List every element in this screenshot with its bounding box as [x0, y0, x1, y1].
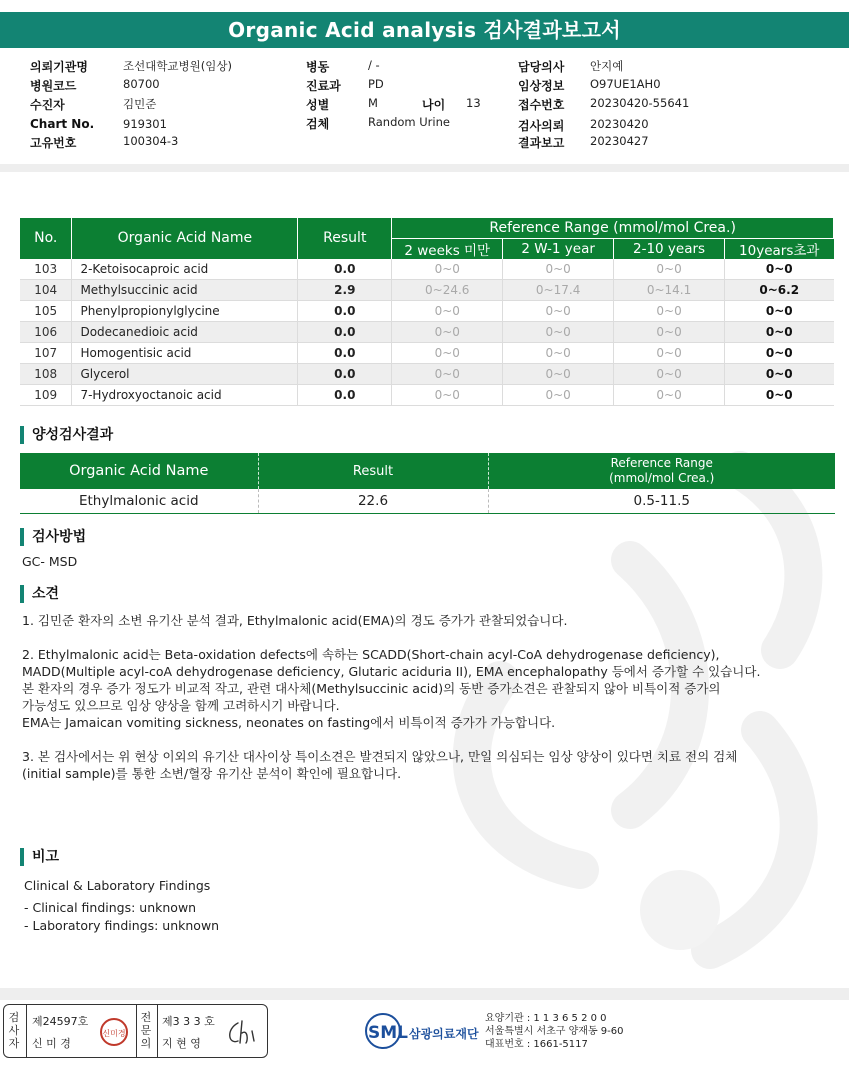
- test-date-label: 검사의뢰: [518, 119, 565, 133]
- row-range-4-cell: 0~0: [725, 343, 834, 364]
- row-range-1-cell: 0~24.6: [392, 280, 503, 301]
- opinion-line: EMA는 Jamaican vomiting sickness, neonates on fasting에서 비특이적 증가가 가능합니다.: [22, 715, 556, 730]
- age-value: 13: [466, 96, 481, 110]
- svg-text:SML: SML: [368, 1023, 408, 1043]
- row-name-cell: Glycerol: [72, 364, 298, 385]
- row-no-cell: 108: [20, 364, 72, 385]
- tester-name: 신 미 경: [32, 1037, 71, 1050]
- row-result-cell: 0.0: [298, 343, 392, 364]
- ward-label: 병동: [306, 60, 330, 74]
- tester-seal-icon: [99, 1017, 129, 1047]
- receipt-value: 20230420-55641: [590, 96, 690, 110]
- report-title: Organic Acid analysis 검사결과보고서: [0, 12, 849, 48]
- doctor-label: 담당의사: [518, 60, 565, 74]
- specialist-name: 지 현 영: [162, 1037, 201, 1050]
- table-row: [20, 259, 834, 280]
- table-row: [20, 489, 835, 513]
- org-address: 서울특별시 서초구 양재동 9-60: [485, 1026, 624, 1037]
- col-result: Result: [298, 218, 392, 259]
- row-name-cell: Dodecanedioic acid: [72, 322, 298, 343]
- row-range-2-cell: 0~0: [503, 343, 614, 364]
- chart-label: Chart No.: [30, 117, 95, 131]
- row-range-1-cell: 0~0: [392, 322, 503, 343]
- table-row: [20, 301, 834, 322]
- remarks-line-2: - Clinical findings: unknown: [24, 900, 197, 915]
- row-result-cell: 0.0: [298, 322, 392, 343]
- col-range-3: 2-10 years: [614, 238, 725, 259]
- report-date-value: 20230427: [590, 134, 649, 148]
- pos-col-reference: [488, 453, 835, 489]
- row-range-3-cell: 0~0: [614, 322, 725, 343]
- receipt-label: 접수번호: [518, 98, 565, 112]
- col-range-1: 2 weeks 미만: [392, 238, 503, 259]
- report-date-label: 결과보고: [518, 136, 565, 150]
- results-table: [20, 218, 834, 406]
- row-range-4-cell: 0~0: [725, 364, 834, 385]
- row-range-3-cell: 0~0: [614, 364, 725, 385]
- pos-name-cell: Ethylmalonic acid: [20, 489, 258, 513]
- row-result-cell: 0.0: [298, 259, 392, 280]
- org-code: 요양기관 : 1 1 3 6 5 2 0 0: [485, 1013, 607, 1024]
- svg-text:신미경: 신미경: [102, 1029, 126, 1038]
- col-range-4: 10years초과: [725, 238, 834, 259]
- row-no-cell: 105: [20, 301, 72, 322]
- method-section-title: 검사방법: [20, 528, 86, 546]
- institution-value: 조선대학교병원(임상): [123, 59, 232, 73]
- row-name-cell: 7-Hydroxyoctanoic acid: [72, 385, 298, 406]
- clinical-info-label: 임상정보: [518, 79, 565, 93]
- col-no: No.: [20, 218, 72, 259]
- patient-info: [0, 56, 849, 156]
- row-range-2-cell: 0~0: [503, 364, 614, 385]
- row-result-cell: 2.9: [298, 280, 392, 301]
- sex-label: 성별: [306, 98, 330, 112]
- row-range-4-cell: 0~0: [725, 301, 834, 322]
- footer-band: [0, 988, 849, 1000]
- opinion-line: 2. Ethylmalonic acid는 Beta-oxidation defects에 속하는 SCADD(Short-chain acyl-CoA dehydrogenase deficiency),: [22, 647, 720, 662]
- row-no-cell: 107: [20, 343, 72, 364]
- positive-results-table: [20, 453, 835, 514]
- specialist-label: 전 문 의: [140, 1011, 152, 1050]
- row-no-cell: 103: [20, 259, 72, 280]
- row-range-1-cell: 0~0: [392, 385, 503, 406]
- row-range-4-cell: 0~0: [725, 259, 834, 280]
- signature-box: [3, 1004, 268, 1058]
- opinion-body: [22, 612, 832, 782]
- row-no-cell: 109: [20, 385, 72, 406]
- separator-band: [0, 164, 849, 172]
- row-name-cell: Homogentisic acid: [72, 343, 298, 364]
- row-name-cell: Methylsuccinic acid: [72, 280, 298, 301]
- dept-label: 진료과: [306, 79, 341, 93]
- table-row: [20, 322, 834, 343]
- row-range-3-cell: 0~14.1: [614, 280, 725, 301]
- remarks-line-3: - Laboratory findings: unknown: [24, 918, 220, 933]
- sex-value: M: [368, 96, 378, 110]
- opinion-paragraph-1: 1. 김민준 환자의 소변 유기산 분석 결과, Ethylmalonic acid(EMA)의 경도 증가가 관찰되었습니다.: [22, 613, 568, 628]
- row-range-2-cell: 0~0: [503, 322, 614, 343]
- unique-id-label: 고유번호: [30, 136, 77, 150]
- row-range-1-cell: 0~0: [392, 301, 503, 322]
- row-range-4-cell: 0~0: [725, 322, 834, 343]
- row-result-cell: 0.0: [298, 364, 392, 385]
- specimen-label: 검체: [306, 117, 330, 131]
- tester-number: 제24597호: [32, 1015, 89, 1028]
- signature-icon: [224, 1015, 264, 1049]
- pos-result-cell: 22.6: [258, 489, 488, 513]
- table-row: [20, 280, 834, 301]
- table-row: [20, 364, 834, 385]
- org-phone: 대표번호 : 1661-5117: [485, 1039, 588, 1050]
- row-range-1-cell: 0~0: [392, 259, 503, 280]
- opinion-line: MADD(Multiple acyl-coA dehydrogenase deficiency, Glutaric aciduria II), EMA encephalopathy 등에서 증가할 수 있습니다.: [22, 664, 761, 679]
- org-info: [485, 1012, 624, 1051]
- row-name-cell: 2-Ketoisocaproic acid: [72, 259, 298, 280]
- patient-value: 김민준: [123, 97, 157, 111]
- age-label: 나이: [422, 98, 446, 112]
- col-name: Organic Acid Name: [72, 218, 298, 259]
- institution-label: 의뢰기관명: [30, 60, 88, 74]
- specimen-value: Random Urine: [368, 115, 450, 129]
- dept-value: PD: [368, 77, 384, 91]
- opinion-line: 가능성도 있으므로 임상 양상을 함께 고려하시기 바랍니다.: [22, 698, 340, 713]
- col-range-2: 2 W-1 year: [503, 238, 614, 259]
- unique-id-value: 100304-3: [123, 134, 179, 148]
- org-name: 삼광의료재단: [409, 1027, 479, 1041]
- chart-value: 919301: [123, 117, 167, 131]
- row-result-cell: 0.0: [298, 301, 392, 322]
- method-text: GC- MSD: [22, 554, 78, 569]
- hospital-code-label: 병원코드: [30, 79, 77, 93]
- test-date-value: 20230420: [590, 117, 649, 131]
- row-range-1-cell: 0~0: [392, 343, 503, 364]
- row-range-3-cell: 0~0: [614, 259, 725, 280]
- ward-value: / -: [368, 58, 380, 72]
- doctor-value: 안지예: [590, 59, 624, 73]
- row-range-3-cell: 0~0: [614, 385, 725, 406]
- table-row: [20, 343, 834, 364]
- row-range-4-cell: 0~0: [725, 385, 834, 406]
- col-reference: Reference Range (mmol/mol Crea.): [392, 218, 834, 238]
- opinion-line: 3. 본 검사에서는 위 현상 이외의 유기산 대사이상 특이소견은 발견되지 않았으나, 만일 의심되는 임상 양상이 있다면 치료 전의 검체: [22, 749, 738, 764]
- pos-ref-line1: Reference Range: [610, 456, 713, 470]
- row-range-2-cell: 0~0: [503, 259, 614, 280]
- remarks-line-1: Clinical & Laboratory Findings: [24, 878, 211, 893]
- row-no-cell: 104: [20, 280, 72, 301]
- opinion-line: (initial sample)를 통한 소변/혈장 유기산 분석이 확인에 필요합니다.: [22, 766, 402, 781]
- row-range-1-cell: 0~0: [392, 364, 503, 385]
- row-result-cell: 0.0: [298, 385, 392, 406]
- row-range-2-cell: 0~17.4: [503, 280, 614, 301]
- row-name-cell: Phenylpropionylglycine: [72, 301, 298, 322]
- row-range-3-cell: 0~0: [614, 301, 725, 322]
- remarks-section-title: 비고: [20, 848, 59, 866]
- sml-logo: [365, 1013, 480, 1054]
- opinion-section-title: 소견: [20, 585, 59, 603]
- pos-col-result: Result: [258, 453, 488, 489]
- row-no-cell: 106: [20, 322, 72, 343]
- patient-label: 수진자: [30, 98, 65, 112]
- hospital-code-value: 80700: [123, 77, 160, 91]
- pos-col-name: Organic Acid Name: [20, 453, 258, 489]
- row-range-4-cell: 0~6.2: [725, 280, 834, 301]
- row-range-2-cell: 0~0: [503, 385, 614, 406]
- tester-label: 검 사 자: [8, 1011, 20, 1050]
- pos-ref-line2: (mmol/mol Crea.): [609, 471, 715, 485]
- row-range-2-cell: 0~0: [503, 301, 614, 322]
- opinion-line: 본 환자의 경우 증가 정도가 비교적 작고, 관련 대사체(Methylsuccinic acid)의 동반 증가소견은 관찰되지 않아 비특이적 증가의: [22, 681, 721, 696]
- table-row: [20, 385, 834, 406]
- specialist-number: 제3 3 3 호: [162, 1015, 215, 1028]
- row-range-3-cell: 0~0: [614, 343, 725, 364]
- clinical-info-value: O97UE1AH0: [590, 77, 661, 91]
- positive-section-title: 양성검사결과: [20, 426, 113, 444]
- pos-ref-cell: 0.5-11.5: [488, 489, 835, 513]
